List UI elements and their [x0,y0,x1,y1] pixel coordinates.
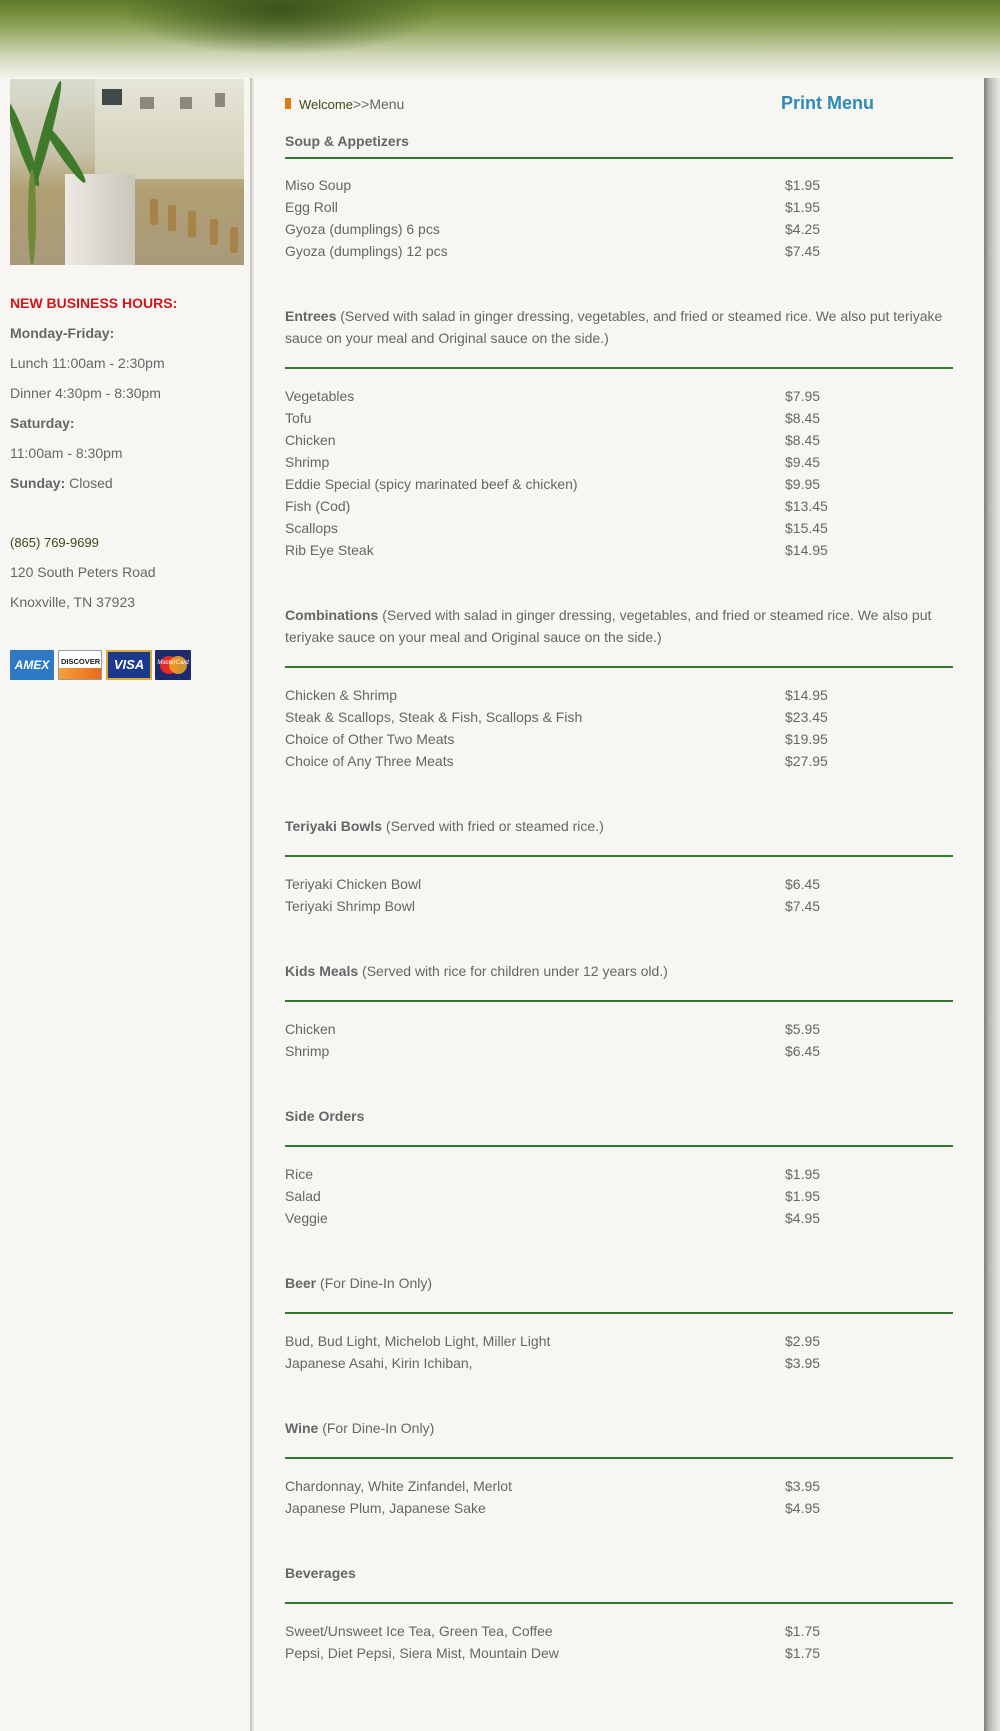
menu-item-name: Choice of Any Three Meats [285,753,454,769]
menu-item-name: Salad [285,1188,321,1204]
section-divider [285,1145,953,1147]
section-divider [285,157,953,159]
section-title-soup: Soup & Appetizers [285,133,409,149]
mastercard-card-icon: MasterCard [155,650,191,680]
breadcrumb [299,96,404,112]
section-title-teriyaki: Teriyaki Bowls (Served with fried or steamed rice.) [285,818,604,834]
photo-chair [168,205,176,231]
menu-item-name: Shrimp [285,1043,330,1059]
saturday-label: Saturday: [10,415,75,431]
section-divider [285,855,953,857]
photo-counter [65,174,135,265]
menu-item-name: Bud, Bud Light, Michelob Light, Miller Light [285,1333,551,1349]
menu-item-name: Japanese Asahi, Kirin Ichiban, [285,1355,473,1371]
restaurant-interior-photo [10,79,244,265]
sunday-label: Sunday: [10,475,66,491]
menu-item-price: $5.95 [785,1021,821,1037]
menu-item-name: Tofu [285,410,312,426]
menu-item-price: $6.45 [785,1043,821,1059]
photo-frame [180,97,192,109]
photo-tv [102,89,122,105]
address-city: Knoxville, TN 37923 [10,594,136,610]
menu-item-price: $1.95 [785,177,821,193]
visa-card-icon: VISA [106,650,152,680]
menu-item-price: $7.95 [785,388,821,404]
saturday-hours: 11:00am - 8:30pm [10,445,123,461]
menu-item-price: $1.75 [785,1645,821,1661]
photo-frame [140,97,154,109]
menu-item-name: Teriyaki Chicken Bowl [285,876,422,892]
menu-item-price: $1.75 [785,1623,821,1639]
menu-item-name: Vegetables [285,388,355,404]
menu-item-price: $6.45 [785,876,821,892]
menu-item-price: $14.95 [785,542,828,558]
menu-item-name: Gyoza (dumplings) 6 pcs [285,221,440,237]
menu-item-price: $7.45 [785,243,821,259]
menu-item-price: $8.45 [785,410,821,426]
section-title-beverages: Beverages [285,1565,356,1581]
photo-chair [210,219,218,245]
menu-item-price: $1.95 [785,1166,821,1182]
menu-item-name: Veggie [285,1210,328,1226]
breadcrumb-separator: >> [352,96,370,112]
discover-card-icon: DISCOVER [58,650,102,680]
page-right-border [984,78,1000,1731]
menu-item-name: Steak & Scallops, Steak & Fish, Scallops & Fish [285,709,583,725]
menu-item-name: Scallops [285,520,338,536]
menu-item-name: Gyoza (dumplings) 12 pcs [285,243,448,259]
menu-item-name: Chicken & Shrimp [285,687,398,703]
section-title-combinations: Combinations (Served with salad in ginger dressing, vegetables, and fried or steamed rice. We also put teriyake sauce on your meal and Original sauce on the side.) [285,607,932,645]
menu-item-name: Shrimp [285,454,330,470]
menu-item-name: Japanese Plum, Japanese Sake [285,1500,486,1516]
menu-item-price: $4.95 [785,1500,821,1516]
breadcrumb-marker-icon [285,98,291,109]
menu-item-price: $23.45 [785,709,828,725]
print-menu-link[interactable]: Print Menu [781,93,874,113]
menu-item-price: $19.95 [785,731,828,747]
menu-item-price: $27.95 [785,753,828,769]
menu-item-price: $9.45 [785,454,821,470]
menu-item-price: $4.95 [785,1210,821,1226]
section-divider [285,367,953,369]
sunday-hours-line [10,475,113,491]
menu-item-price: $1.95 [785,1188,821,1204]
menu-item-price: $4.25 [785,221,821,237]
menu-item-name: Pepsi, Diet Pepsi, Siera Mist, Mountain Dew [285,1645,559,1661]
menu-item-name: Chicken [285,432,336,448]
photo-frame [215,93,225,107]
menu-item-name: Fish (Cod) [285,498,351,514]
section-divider [285,1602,953,1604]
section-divider [285,666,953,668]
weekday-label: Monday-Friday: [10,325,115,341]
photo-chair [230,227,238,253]
menu-item-price: $7.45 [785,898,821,914]
photo-plant [28,169,36,265]
section-divider [285,1000,953,1002]
sunday-hours: Closed [69,475,113,491]
section-title-sides: Side Orders [285,1108,365,1124]
menu-item-price: $9.95 [785,476,821,492]
section-title-wine: Wine (For Dine-In Only) [285,1420,435,1436]
menu-item-price: $3.95 [785,1478,821,1494]
menu-item-price: $2.95 [785,1333,821,1349]
menu-item-name: Rice [285,1166,314,1182]
lunch-hours: Lunch 11:00am - 2:30pm [10,355,165,371]
amex-card-icon: AMEX [10,650,54,680]
business-hours-heading: NEW BUSINESS HOURS: [10,295,178,311]
sidebar-divider [250,78,254,1731]
menu-item-price: $1.95 [785,199,821,215]
menu-item-name: Choice of Other Two Meats [285,731,455,747]
address-street: 120 South Peters Road [10,564,156,580]
section-divider [285,1457,953,1459]
photo-chair [150,199,158,225]
section-title-entrees: Entrees (Served with salad in ginger dressing, vegetables, and fried or steamed rice. We also put teriyake sauce on your meal and Original sauce on the side.) [285,308,943,346]
menu-item-name: Chicken [285,1021,336,1037]
breadcrumb-home-link[interactable]: Welcome [299,97,353,112]
header-banner [0,0,1000,78]
menu-item-name: Chardonnay, White Zinfandel, Merlot [285,1478,512,1494]
menu-item-price: $15.45 [785,520,828,536]
dinner-hours: Dinner 4:30pm - 8:30pm [10,385,161,401]
menu-item-name: Miso Soup [285,177,352,193]
menu-item-price: $8.45 [785,432,821,448]
menu-item-name: Eddie Special (spicy marinated beef & chicken) [285,476,578,492]
menu-item-name: Sweet/Unsweet Ice Tea, Green Tea, Coffee [285,1623,553,1639]
menu-item-price: $14.95 [785,687,828,703]
menu-item-name: Egg Roll [285,199,338,215]
section-divider [285,1312,953,1314]
phone-link[interactable]: (865) 769-9699 [10,535,99,550]
menu-item-name: Rib Eye Steak [285,542,374,558]
section-title-beer: Beer (For Dine-In Only) [285,1275,433,1291]
menu-item-price: $13.45 [785,498,828,514]
photo-chair [188,211,196,237]
breadcrumb-current: Menu [369,96,405,112]
menu-item-name: Teriyaki Shrimp Bowl [285,898,415,914]
menu-item-price: $3.95 [785,1355,821,1371]
section-title-kids: Kids Meals (Served with rice for children under 12 years old.) [285,963,668,979]
